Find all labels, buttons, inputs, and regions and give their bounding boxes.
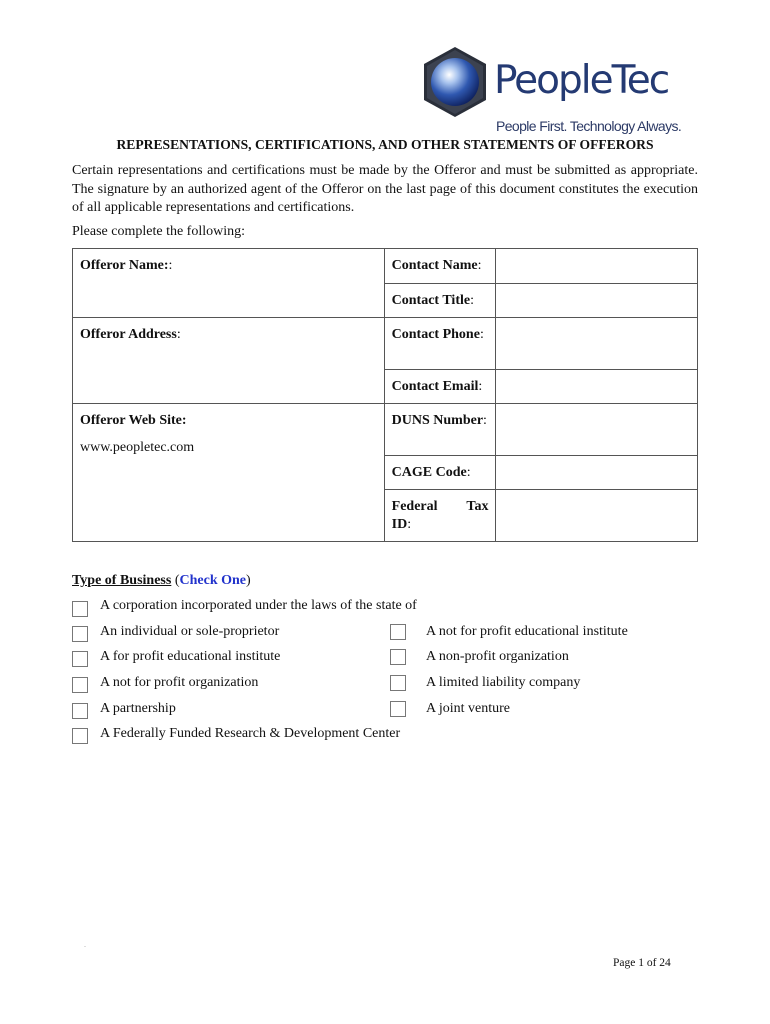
contact-phone-label: Contact Phone bbox=[391, 327, 480, 342]
intro-paragraph: Certain representations and certifications must be made by the Offeror and must be submitted as appropriate. The signature by an authorized agent of the Offeror on the last page of this document constitutes the execution of all applicable representations and certifications. bbox=[72, 163, 698, 215]
option-not-for-profit-edu: A not for profit educational institute bbox=[426, 624, 628, 639]
federal-tax-field[interactable] bbox=[496, 490, 698, 542]
offeror-web-label: Offeror Web Site: bbox=[80, 413, 187, 428]
colon: : bbox=[483, 413, 487, 428]
checkbox-llc[interactable] bbox=[390, 675, 406, 691]
page-title: REPRESENTATIONS, CERTIFICATIONS, AND OTHER STATEMENTS OF OFFERORS bbox=[116, 137, 654, 152]
paren: ( bbox=[174, 573, 180, 588]
federal-tax-word-federal: Federal bbox=[391, 499, 438, 514]
option-individual: An individual or sole-proprietor bbox=[100, 624, 280, 639]
cage-field[interactable] bbox=[496, 456, 698, 490]
checkbox-not-for-profit-edu[interactable] bbox=[390, 624, 406, 640]
contact-title-field[interactable] bbox=[496, 284, 698, 318]
colon: : bbox=[478, 379, 483, 394]
duns-label-cell bbox=[384, 404, 496, 456]
type-of-business-heading bbox=[72, 573, 251, 589]
paren: ) bbox=[246, 573, 251, 588]
duns-field[interactable] bbox=[496, 404, 698, 456]
checkbox-for-profit-edu[interactable] bbox=[72, 651, 88, 667]
option-joint-venture: A joint venture bbox=[426, 701, 510, 716]
option-for-profit-edu: A for profit educational institute bbox=[100, 649, 281, 664]
instruction-text: Please complete the following: bbox=[72, 224, 246, 239]
checkbox-joint-venture[interactable] bbox=[390, 701, 406, 717]
contact-phone-field[interactable] bbox=[496, 318, 698, 370]
option-partnership: A partnership bbox=[100, 701, 176, 716]
colon: : bbox=[407, 517, 412, 532]
option-not-for-profit-org: A not for profit organization bbox=[100, 675, 259, 690]
brand-name: PeopleTec bbox=[494, 58, 669, 103]
offeror-address-label: Offeror Address bbox=[80, 327, 177, 342]
cage-label-cell bbox=[384, 456, 496, 490]
colon: : bbox=[477, 258, 482, 273]
federal-tax-word-id: ID bbox=[391, 517, 408, 532]
contact-email-label-cell bbox=[384, 370, 496, 404]
contact-name-label-cell bbox=[384, 249, 496, 284]
sphere-hexagon-icon bbox=[422, 46, 488, 118]
peopletec-logo bbox=[422, 44, 712, 136]
contact-email-label: Contact Email bbox=[391, 379, 479, 394]
colon: : bbox=[176, 327, 181, 342]
checkbox-not-for-profit-org[interactable] bbox=[72, 677, 88, 693]
offeror-name-cell bbox=[73, 249, 385, 318]
dot-mark: . bbox=[84, 940, 86, 949]
offeror-name-label: Offeror Name: bbox=[80, 258, 169, 273]
cage-label: CAGE Code bbox=[391, 465, 467, 480]
duns-label: DUNS Number bbox=[391, 413, 484, 428]
checkbox-non-profit-org[interactable] bbox=[390, 649, 406, 665]
option-non-profit-org: A non-profit organization bbox=[426, 649, 569, 664]
type-of-business-label: Type of Business bbox=[72, 573, 172, 588]
colon: : bbox=[479, 327, 484, 342]
contact-name-label: Contact Name bbox=[391, 258, 478, 273]
page-number: Page 1 of 24 bbox=[613, 957, 671, 969]
federal-tax-word-tax: Tax bbox=[466, 499, 489, 514]
colon: : bbox=[168, 258, 173, 273]
checkbox-ffrdc[interactable] bbox=[72, 728, 88, 744]
option-llc: A limited liability company bbox=[426, 675, 581, 690]
contact-phone-label-cell bbox=[384, 318, 496, 370]
checkbox-partnership[interactable] bbox=[72, 703, 88, 719]
checkbox-corporation[interactable] bbox=[72, 601, 88, 617]
contact-title-label: Contact Title bbox=[391, 293, 471, 308]
offeror-web-cell bbox=[73, 404, 385, 542]
brand-tagline: People First. Technology Always. bbox=[496, 118, 682, 134]
option-corporation: A corporation incorporated under the laws of the state of bbox=[100, 598, 417, 613]
offeror-info-table bbox=[72, 248, 698, 542]
colon: : bbox=[470, 293, 474, 308]
federal-tax-label-cell bbox=[384, 490, 496, 542]
contact-title-label-cell bbox=[384, 284, 496, 318]
colon: : bbox=[466, 465, 471, 480]
contact-name-field[interactable] bbox=[496, 249, 698, 284]
offeror-address-cell bbox=[73, 318, 385, 404]
option-ffrdc: A Federally Funded Research & Development Center bbox=[100, 726, 401, 741]
check-one-label: Check One bbox=[179, 573, 246, 588]
offeror-web-value: www.peopletec.com bbox=[80, 440, 195, 455]
checkbox-individual[interactable] bbox=[72, 626, 88, 642]
contact-email-field[interactable] bbox=[496, 370, 698, 404]
